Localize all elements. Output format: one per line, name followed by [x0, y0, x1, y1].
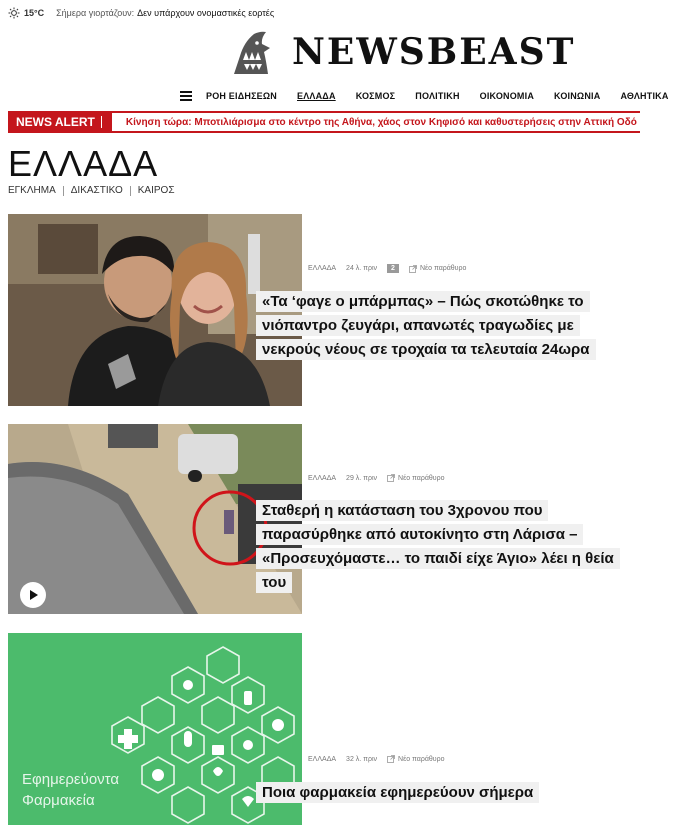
- external-link-icon: [387, 474, 395, 482]
- nav-item-sports[interactable]: ΑΘΛΗΤΙΚΑ: [620, 91, 669, 101]
- news-alert-label: NEWS ALERT: [10, 113, 112, 131]
- pharmacy-image-text-line2: Φαρμακεία: [22, 792, 95, 809]
- nameday-label: Σήμερα γιορτάζουν:: [56, 8, 135, 18]
- subnav-item-judicial[interactable]: ΔΙΚΑΣΤΙΚΟ: [70, 185, 123, 196]
- nav-item-world[interactable]: ΚΟΣΜΟΣ: [355, 91, 396, 101]
- nameday-value[interactable]: Δεν υπάρχουν ονομαστικές εορτές: [137, 8, 275, 18]
- subnav-divider: [130, 186, 131, 196]
- play-icon: [27, 589, 39, 601]
- article-category[interactable]: ΕΛΛΑΔΑ: [308, 265, 337, 272]
- article-category[interactable]: ΕΛΛΑΔΑ: [308, 755, 337, 763]
- new-window-link[interactable]: Νέο παράθυρο: [409, 265, 466, 273]
- article-meta: [308, 474, 444, 482]
- article-card: [8, 424, 640, 616]
- article-category[interactable]: ΕΛΛΑΔΑ: [308, 474, 337, 482]
- section-subnav: [8, 185, 175, 196]
- comment-count-badge[interactable]: 2: [387, 264, 399, 273]
- temperature: 15°C: [24, 8, 45, 18]
- subnav-item-weather[interactable]: ΚΑΙΡΟΣ: [137, 185, 175, 196]
- shark-logo-icon: [230, 30, 272, 74]
- pharmacy-image-text-line1: Εφημερεύοντα: [22, 771, 120, 788]
- news-alert-bar: [8, 111, 640, 133]
- news-alert-text[interactable]: Κίνηση τώρα: Μποτιλιάρισμα στο κέντρο της Αθήνα, χάος στον Κηφισό και καθυστερήσεις στην Αττική Οδό: [125, 116, 637, 128]
- article-headline[interactable]: Ποια φαρμακεία εφημερεύουν σήμερα: [256, 781, 626, 805]
- logo-text: NEWSBEAST: [292, 31, 576, 73]
- article-meta: [308, 264, 466, 273]
- top-bar: [0, 0, 640, 26]
- nav-item-economy[interactable]: ΟΙΚΟΝΟΜΙΑ: [479, 91, 535, 101]
- article-time: 24 λ. πριν: [346, 265, 378, 272]
- sun-icon: [8, 7, 20, 19]
- external-link-icon: [387, 755, 395, 763]
- page-title: ΕΛΛΑΔΑ: [8, 143, 159, 184]
- article-time: 32 λ. πριν: [346, 755, 378, 763]
- article-time: 29 λ. πριν: [346, 474, 378, 482]
- main-nav: [180, 88, 689, 104]
- new-window-link[interactable]: Νέο παράθυρο: [387, 755, 444, 763]
- hamburger-menu-icon[interactable]: [180, 91, 192, 101]
- article-card: [8, 214, 640, 406]
- nav-item-society[interactable]: ΚΟΙΝΩΝΙΑ: [554, 91, 601, 101]
- subnav-item-crime[interactable]: ΕΓΚΛΗΜΑ: [8, 185, 56, 196]
- nav-item-news-feed[interactable]: ΡΟΗ ΕΙΔΗΣΕΩΝ: [206, 91, 277, 101]
- subnav-divider: [63, 186, 64, 196]
- article-card: [8, 633, 640, 825]
- play-video-button[interactable]: [20, 582, 46, 608]
- nav-item-politics[interactable]: ΠΟΛΙΤΙΚΗ: [415, 91, 460, 101]
- article-headline[interactable]: «Τα ‘φαγε ο μπάρμπας» – Πώς σκοτώθηκε το νιόπαντρο ζευγάρι, απανωτές τραγωδίες με νεκρούς νέους σε τροχαία τα τελευταία 24ωρα: [256, 290, 626, 362]
- article-headline[interactable]: Σταθερή η κατάσταση του 3χρονου που παρασύρθηκε από αυτοκίνητο στη Λάρισα – «Προσευχόμαστε… το παιδί είχε Άγιο» λέει η θεία του: [256, 499, 626, 595]
- external-link-icon: [409, 265, 417, 273]
- new-window-link[interactable]: Νέο παράθυρο: [387, 474, 444, 482]
- nav-item-greece[interactable]: ΕΛΛΑΔΑ: [297, 91, 336, 101]
- site-logo[interactable]: [230, 30, 575, 74]
- article-meta: [308, 755, 444, 763]
